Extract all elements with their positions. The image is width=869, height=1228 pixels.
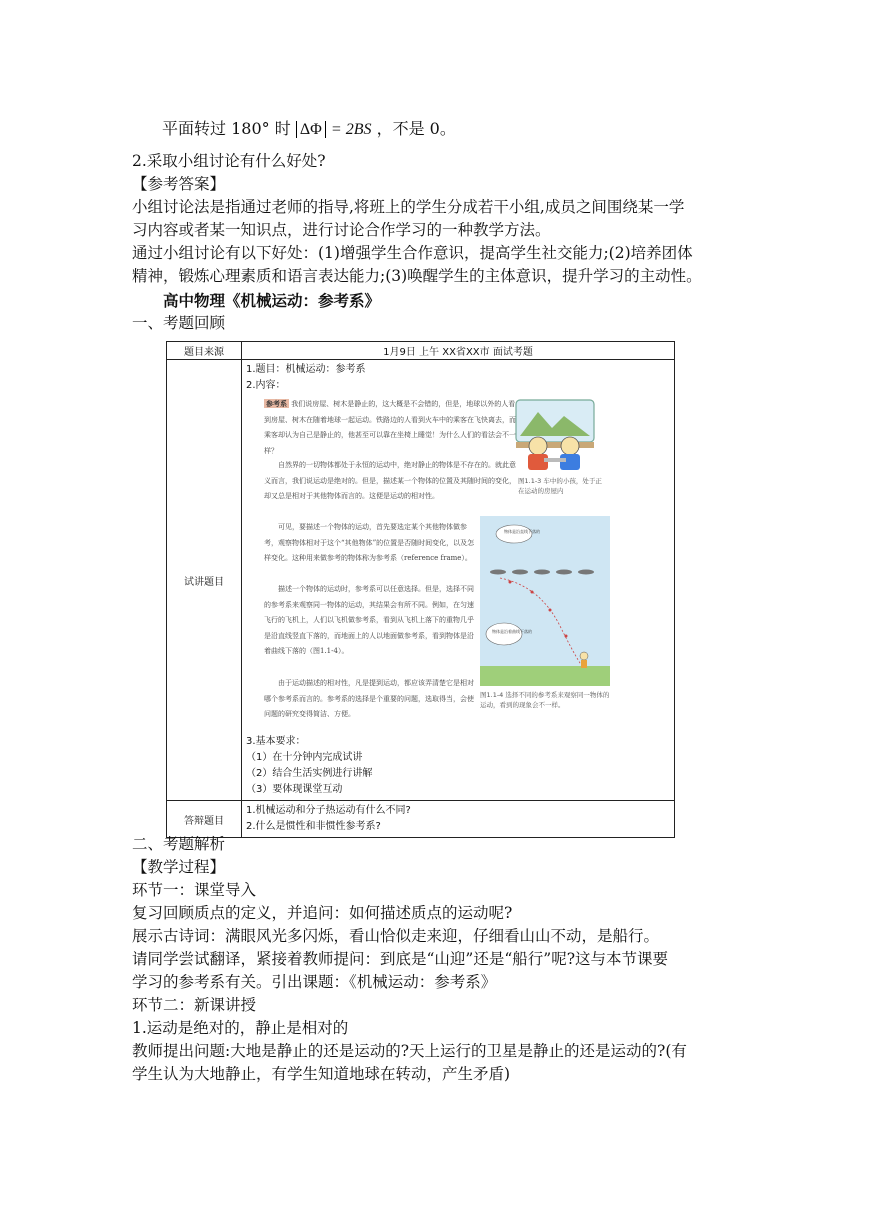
- formula-suffix: ，不是 0。: [376, 119, 456, 138]
- defense-row: [167, 801, 675, 838]
- source-row: [167, 342, 675, 360]
- lesson-title: 高中物理《机械运动：参考系》: [163, 291, 381, 310]
- textbook-para-1: 参考系 我们说房屋、树木是静止的，这大概是不会错的，但是，地球以外的人看到房屋、树木在随着地球一起运动。铁路边的人看到火车中的乘客在飞快离去，而乘客却认为自己是静止的，他甚至可以靠在坐椅上睡觉！为什么人们的看法会不一样？: [264, 399, 516, 455]
- requirement-3: （3）要体现课堂互动: [246, 784, 343, 795]
- step-2-heading: 环节二：新课讲授: [132, 996, 257, 1014]
- source-label: 题目来源: [167, 342, 242, 360]
- step-1-heading: 环节一：课堂导入: [132, 881, 257, 899]
- bubble-1-text: 物体是沿直线下落的: [504, 529, 540, 534]
- defense-content: [242, 801, 675, 838]
- question-2: 2.采取小组讨论有什么好处?: [132, 152, 326, 170]
- topic-label: 试讲题目: [167, 360, 242, 801]
- defense-question-1: 1.机械运动和分子热运动有什么不同?: [246, 805, 411, 816]
- answer-para-2a: 通过小组讨论有以下好处：(1)增强学生合作意识，提高学生社交能力;(2)培养团体: [132, 244, 693, 262]
- answer-para-2b: 精神，锻炼心理素质和语言表达能力;(3)唤醒学生的主体意识，提升学习的主动性。: [132, 267, 702, 285]
- defense-question-2: 2.什么是惯性和非惯性参考系?: [246, 821, 381, 832]
- paragraph-4: 1.运动是绝对的，静止是相对的: [132, 1019, 349, 1037]
- answer-heading: 【参考答案】: [132, 175, 226, 193]
- textbook-para-5: 由于运动描述的相对性，凡是提到运动，都应该弄清楚它是相对哪个参考系而言的。参考系的选择是个重要的问题，选取得当，会使问题的研究变得简洁、方便。: [264, 679, 474, 718]
- defense-label: 答辩题目: [167, 801, 242, 838]
- textbook-para-4: 描述一个物体的运动时，参考系可以任意选择。但是，选择不同的参考系来观察同一物体的运动，其结果会有所不同。例如，在匀速飞行的飞机上，人们以飞机做参考系，看到从飞机上落下的重物几乎是沿直线竖直下落的，而地面上的人以地面做参考系，看到物体是沿着曲线下落的（图1.1-4）。: [264, 585, 474, 655]
- formula-rhs: = 2BS: [330, 121, 372, 138]
- paragraph-3a: 请同学尝试翻译，紧接着教师提问：到底是“山迎”还是“船行”呢?这与本节课要: [132, 950, 669, 968]
- train-children-illustration: [512, 398, 598, 472]
- formula-line: [162, 116, 456, 139]
- textbook-excerpt: [242, 394, 674, 734]
- requirements-heading: 3.基本要求：: [246, 736, 306, 747]
- figure-caption-2: 图1.1-4 选择不同的参考系来观察同一物体的运动，看到的现象会不一样。: [480, 691, 610, 709]
- paragraph-1: 复习回顾质点的定义，并追问：如何描述质点的运动呢?: [132, 904, 513, 922]
- paragraph-5a: 教师提出问题:大地是静止的还是运动的?天上运行的卫星是静止的还是运动的?(有: [132, 1042, 687, 1060]
- topic-item-2: 2.内容：: [246, 380, 286, 391]
- answer-para-1a: 小组讨论法是指通过老师的指导,将班上的学生分成若干小组,成员之间围绕某一学: [132, 198, 685, 216]
- paragraph-2: 展示古诗词：满眼风光多闪烁，看山恰似走来迎，仔细看山山不动，是船行。: [132, 927, 660, 945]
- bubble-2-text: 物体是沿着曲线下落的: [492, 629, 532, 634]
- section-2-heading: 二、考题解析: [132, 835, 226, 853]
- textbook-para-2: 自然界的一切物体都处于永恒的运动中，绝对静止的物体是不存在的。就此意义而言，我们说运动是绝对的。但是，描述某一个物体的位置及其随时间的变化，却又总是相对于其他物体而言的。这便是运动的相对性。: [264, 461, 516, 500]
- requirement-1: （1）在十分钟内完成试讲: [246, 752, 363, 763]
- answer-para-1b: 习内容或者某一知识点，进行讨论合作学习的一种教学方法。: [132, 221, 551, 239]
- paragraph-3b: 学习的参考系有关。引出课题：《机械运动：参考系》: [132, 973, 497, 991]
- formula-prefix: 平面转过 180° 时: [162, 119, 291, 138]
- exam-table: [166, 341, 675, 838]
- source-value: 1月9日 上午 XX省XX市 面试考题: [242, 342, 675, 360]
- figure-caption-1: 图1.1-3 车中的小孩，处于正在运动的房屋内: [518, 477, 602, 495]
- requirement-2: （2）结合生活实例进行讲解: [246, 768, 373, 779]
- topic-content: [242, 360, 675, 801]
- section-1-heading: 一、考题回顾: [132, 314, 226, 332]
- formula-abs: ΔΦ: [296, 121, 326, 138]
- teaching-process-heading: 【教学过程】: [132, 858, 226, 876]
- topic-row: [167, 360, 675, 801]
- paragraph-5b: 学生认为大地静止，有学生知道地球在转动，产生矛盾): [132, 1065, 511, 1083]
- reference-frame-tag: 参考系: [266, 399, 287, 408]
- textbook-para-3: 可见，要描述一个物体的运动，首先要选定某个其他物体做参考，观察物体相对于这个“其他物体”的位置是否随时间变化，以及怎样变化。这种用来做参考的物体称为参考系（reference frame）。: [264, 523, 475, 562]
- topic-item-1: 1.题目：机械运动：参考系: [246, 364, 366, 375]
- airplane-drop-illustration: [480, 516, 610, 686]
